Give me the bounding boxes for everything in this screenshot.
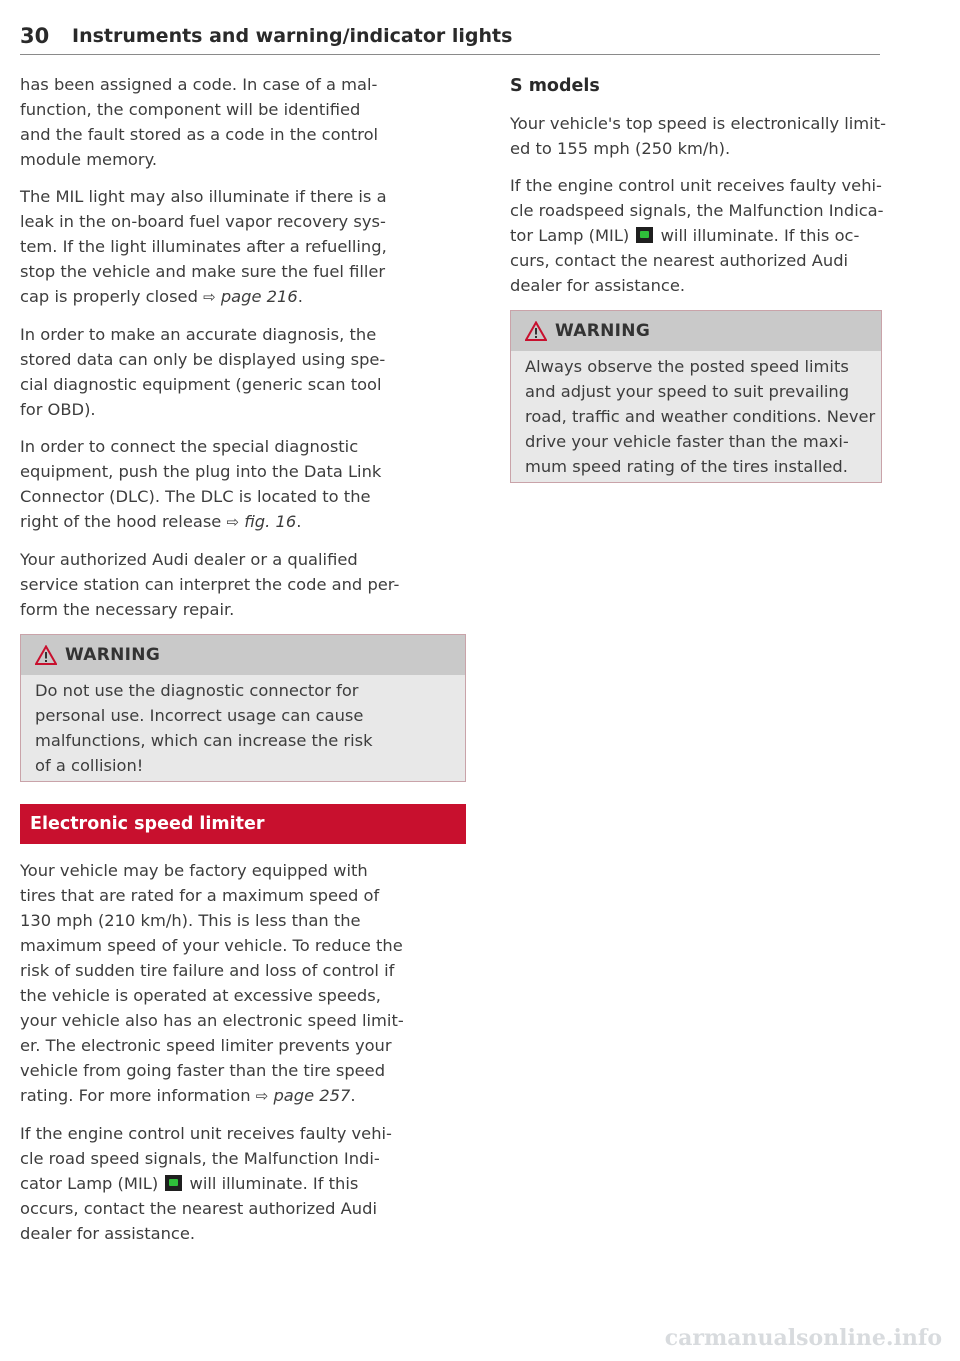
section-heading-speed-limiter: Electronic speed limiter: [20, 804, 466, 844]
page-reference-link[interactable]: ⇨ page 257: [255, 1086, 351, 1105]
subheading-s-models: S models: [510, 76, 600, 96]
warning-box: [20, 634, 466, 782]
section-title: Instruments and warning/indicator lights: [72, 25, 513, 47]
warning-header: [21, 635, 465, 675]
watermark: carmanualsonline.info: [664, 1325, 942, 1351]
arrow-right-icon: ⇨: [226, 513, 240, 531]
paragraph: If the engine control unit receives faulty vehi- cle roadspeed signals, the Malfunction Indica- tor Lamp (MIL) will illuminate. If this oc- curs, contact the nearest authorized Audi dealer for assistance.: [510, 176, 884, 295]
arrow-right-icon: ⇨: [203, 288, 216, 306]
paragraph: has been assigned a code. In case of a mal- function, the component will be identified and the fault stored as a code in the control module memory.: [20, 75, 379, 169]
paragraph: In order to connect the special diagnostic equipment, push the plug into the Data Link Connector (DLC). The DLC is located to the right of the hood release ⇨ fig. 16.: [20, 437, 382, 531]
paragraph: In order to make an accurate diagnosis, the stored data can only be displayed using spe- cial diagnostic equipment (generic scan tool for OBD).: [20, 325, 386, 419]
warning-title: WARNING: [65, 644, 161, 665]
page-header: [20, 22, 880, 55]
warning-triangle-icon: [525, 321, 547, 341]
warning-body: Always observe the posted speed limits and adjust your speed to suit prevailing road, traffic and weather conditions. Never drive your vehicle faster than the maxi- mum speed rating of the tires installed.: [525, 357, 876, 476]
paragraph: Your authorized Audi dealer or a qualified service station can interpret the code and per- form the necessary repair.: [20, 550, 400, 619]
paragraph: If the engine control unit receives faulty vehi- cle road speed signals, the Malfunction Indi- cator Lamp (MIL) will illuminate. If this occurs, contact the nearest authorized Audi dealer for assistance.: [20, 1124, 392, 1243]
arrow-right-icon: ⇨: [255, 1087, 269, 1105]
page-number: 30: [20, 24, 50, 48]
paragraph: Your vehicle may be factory equipped with tires that are rated for a maximum speed of 130 mph (210 km/h). This is less than the maximum speed of your vehicle. To reduce the risk of sudden tire failure and loss of control if the vehicle is operated at excessive speeds, your vehicle also has an electronic speed limit- er. The electronic speed limiter prevents your vehicle from going faster than the tire speed rating. For more information ⇨ page 257.: [20, 861, 404, 1105]
check-engine-icon: [165, 1175, 182, 1191]
right-column: [510, 72, 886, 501]
figure-reference-link[interactable]: ⇨ fig. 16: [226, 512, 297, 531]
warning-triangle-icon: [35, 645, 57, 665]
paragraph: Your vehicle's top speed is electronically limit- ed to 155 mph (250 km/h).: [510, 114, 886, 158]
warning-body: Do not use the diagnostic connector for personal use. Incorrect usage can cause malfunctions, which can increase the risk of a collision!: [35, 681, 373, 775]
warning-title: WARNING: [555, 320, 651, 341]
page-reference-link[interactable]: ⇨ page 216: [203, 287, 298, 306]
left-column: [20, 72, 466, 1258]
paragraph: The MIL light may also illuminate if there is a leak in the on-board fuel vapor recovery sys- tem. If the light illuminates after a refuelling, stop the vehicle and make sure the fuel filler cap is properly closed ⇨ page 216.: [20, 187, 387, 306]
check-engine-icon: [636, 227, 653, 243]
warning-box: [510, 310, 882, 483]
warning-header: [511, 311, 881, 351]
